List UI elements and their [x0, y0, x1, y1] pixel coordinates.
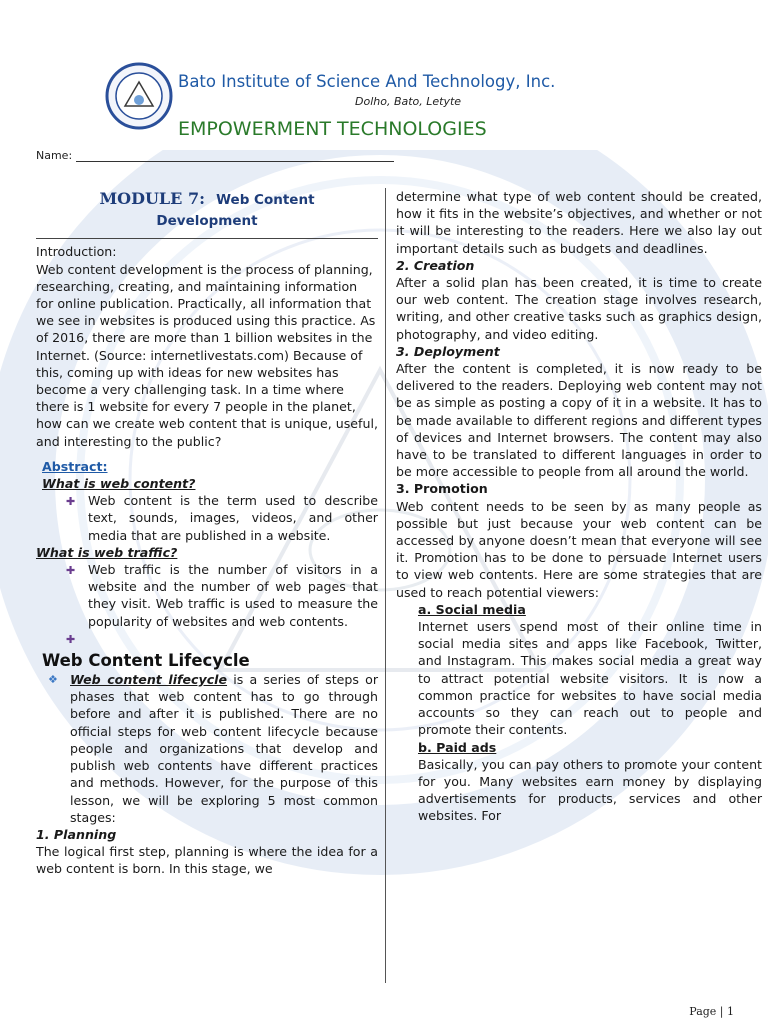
- step-deployment: 3. Deployment: [396, 343, 500, 359]
- strategy-paid-ads: b. Paid ads: [418, 739, 497, 755]
- module-title-line1: Web Content: [216, 192, 315, 208]
- answer-web-traffic: [36, 561, 378, 630]
- intro-text: Web content development is the process of planning, researching, creating, and maintaining information for online publication. Practically, all information that we see in websites is produced using this practice. As of 2016, there are more than 1 billion websites in the Internet. (Source: internetlivestats.com) Because of this, coming up with ideas for new websites has become a very challenging task. In a time where there is 1 website for every 7 people in the planet, how can we create web content that is unique, useful, and interesting to the public?: [36, 261, 378, 449]
- name-label: Name:: [36, 149, 73, 162]
- intro-label: Introduction:: [36, 244, 117, 260]
- right-column: [396, 188, 762, 825]
- step-deployment-text: After the content is completed, it is now ready to be delivered to the readers. Deploying web content may not be as simple as posting a copy of it in a website. It has to be made available to different regions and different types of devices and Internet browsers. The content may also have to be translated to different languages in order to be more accessible to people from all around the world.: [396, 361, 762, 480]
- school-seal-logo: [105, 62, 173, 130]
- school-address: Dolho, Bato, Letyte: [355, 95, 462, 108]
- step-planning: 1. Planning: [36, 826, 117, 842]
- step-planning-text: The logical first step, planning is where the idea for a web content is born. In this stage, we: [36, 844, 378, 877]
- step-promotion-text: Web content needs to be seen by as many people as possible but just because your web content can be accessed by anyone doesn’t mean that everyone will see it. Promotion has to be done to persuade Internet users to view web contents. Here are some strategies that are used to reach potential viewers:: [396, 498, 762, 600]
- school-name: Bato Institute of Science And Technology, Inc.: [178, 72, 556, 91]
- lifecycle-text: is a series of steps or phases that web content has to go through before and after it is published. There are no official steps for web content lifecycle because people and organizations that develop and publish web contents have different practices and methods. However, for the purpose of this lesson, we will be exploring 5 most common stages:: [70, 672, 378, 825]
- question-web-content: What is web content?: [42, 476, 196, 492]
- answer-web-content: [36, 492, 378, 544]
- cross-bullet-icon: ✚: [66, 564, 76, 578]
- strategy-paid-ads-text: Basically, you can pay others to promote your content for you. Many websites earn money by displaying advertisements for products, services and other websites. For: [418, 756, 762, 824]
- diamond-bullet-icon: ❖: [48, 673, 58, 687]
- column-divider: [385, 188, 386, 983]
- page-number: Page | 1: [689, 1005, 734, 1018]
- answer-web-traffic-text: Web traffic is the number of visitors in a website and the number of web pages that they visit. Web traffic is used to measure the popularity of websites and web contents.: [88, 562, 378, 629]
- step-promotion: 3. Promotion: [396, 481, 488, 497]
- module-label: MODULE 7: [99, 189, 200, 208]
- strategy-social-media: a. Social media: [418, 601, 526, 617]
- cross-bullet-icon: ✚: [66, 632, 76, 646]
- section-heading: Web Content Lifecycle: [42, 650, 250, 670]
- empty-bullet: [36, 630, 378, 644]
- title-rule: [36, 238, 378, 239]
- module-title: MODULE 7: Web Content: [99, 189, 315, 208]
- planning-continued: determine what type of web content should be created, how it fits in the website’s objectives, and whether or not it will be interesting to the readers. Here we also lay out important details such as budgets and deadlines.: [396, 189, 762, 256]
- name-field[interactable]: [36, 149, 394, 162]
- cross-bullet-icon: ✚: [66, 495, 76, 509]
- course-title: EMPOWERMENT TECHNOLOGIES: [178, 118, 487, 140]
- strategy-social-media-text: Internet users spend most of their online time in social media sites and apps like Facebook, Twitter, and Instagram. This makes social media a great way to attract potential website visitors. It is now a common practice for websites to have social media accounts so they can reach out to people and promote their contents.: [418, 619, 762, 738]
- step-creation: 2. Creation: [396, 257, 475, 273]
- step-creation-text: After a solid plan has been created, it is time to create our web content. The creation stage involves research, writing, and other creative tasks such as graphics design, photography, and video editing.: [396, 275, 762, 342]
- lifecycle-paragraph: [36, 671, 378, 826]
- answer-web-content-text: Web content is the term used to describe text, sounds, images, videos, and other media that are published in a website.: [88, 493, 378, 543]
- abstract-label: Abstract:: [42, 458, 108, 474]
- lifecycle-term: Web content lifecycle: [70, 672, 228, 688]
- left-column: [36, 188, 378, 878]
- module-title-line2: Development: [156, 213, 258, 230]
- question-web-traffic: What is web traffic?: [36, 544, 178, 560]
- name-line[interactable]: [76, 151, 394, 162]
